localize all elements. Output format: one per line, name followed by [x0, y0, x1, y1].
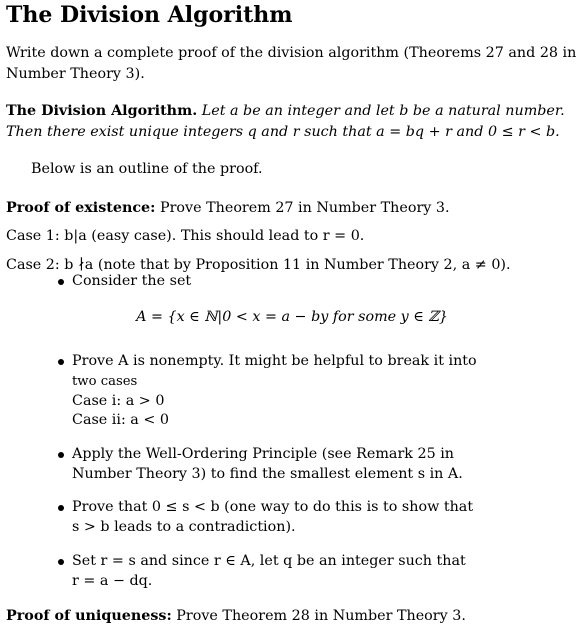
bullet-dot-icon — [58, 279, 64, 285]
existence-heading: Proof of existence: — [6, 200, 156, 216]
intro-line-2: Number Theory 3). — [6, 66, 145, 82]
theorem-statement-line-2: Then there exist unique integers q and r such that a = bq + r and 0 ≤ r < b. — [6, 124, 560, 140]
theorem-statement-line-1 — [6, 102, 565, 120]
bullet-1-line-4: Case ii: a < 0 — [72, 412, 169, 428]
theorem-heading: The Division Algorithm. — [6, 103, 198, 119]
intro-line-1: Write down a complete proof of the division algorithm (Theorems 27 and 28 in — [6, 45, 577, 61]
bullet-2-line-1: Apply the Well-Ordering Principle (see Remark 25 in — [72, 446, 455, 462]
bullet-1-line-3: Case i: a > 0 — [72, 393, 165, 409]
uniqueness-heading-rest: Prove Theorem 28 in Number Theory 3. — [176, 608, 466, 624]
uniqueness-heading: Proof of uniqueness: — [6, 608, 172, 624]
consider-set-line: Consider the set — [72, 273, 192, 289]
uniqueness-heading-line — [6, 607, 466, 625]
bullet-4-line-2: r = a − dq. — [72, 573, 153, 589]
existence-heading-line — [6, 199, 450, 217]
bullet-1-line-2: two cases — [72, 374, 138, 389]
bullet-4-line-1: Set r = s and since r ∈ A, let q be an integer such that — [72, 553, 466, 569]
bullet-3-line-1: Prove that 0 ≤ s < b (one way to do this is to show that — [72, 499, 474, 515]
bullet-dot-icon — [58, 505, 64, 511]
bullet-2-line-2: Number Theory 3) to find the smallest element s in A. — [72, 466, 463, 482]
case-2-line: Case 2: b ∤a (note that by Proposition 11 in Number Theory 2, a ≠ 0). — [6, 257, 511, 273]
set-definition: A = {x ∈ ℕ|0 < x = a − by for some y ∈ ℤ} — [136, 309, 448, 325]
bullet-dot-icon — [58, 452, 64, 458]
case-1-line: Case 1: b|a (easy case). This should lead to r = 0. — [6, 228, 365, 244]
existence-heading-rest: Prove Theorem 27 in Number Theory 3. — [159, 200, 450, 216]
bullet-3-line-2: s > b leads to a contradiction). — [72, 519, 296, 535]
bullet-1-line-1: Prove A is nonempty. It might be helpful to break it into — [72, 353, 477, 369]
outline-note: Below is an outline of the proof. — [31, 161, 263, 177]
bullet-dot-icon — [58, 559, 64, 565]
page-title: The Division Algorithm — [6, 2, 293, 28]
theorem-text-1: Let a be an integer and let b be a natural number. — [201, 103, 565, 119]
bullet-dot-icon — [58, 359, 64, 365]
